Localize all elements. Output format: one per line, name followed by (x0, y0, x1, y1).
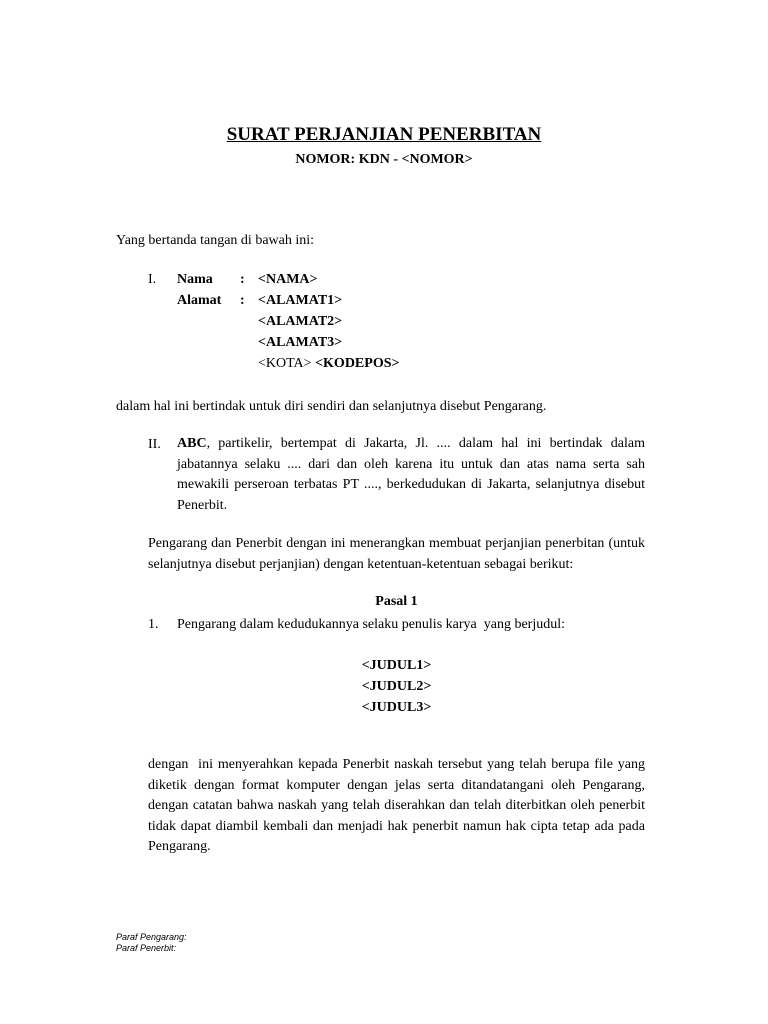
nama-value: <NAMA> (258, 272, 318, 287)
party1-number: I. (148, 272, 157, 287)
nama-label: Nama (177, 272, 213, 287)
nama-separator: : (240, 272, 245, 287)
judul3: <JUDUL3> (361, 700, 432, 715)
agreement-intro-paragraph: Pengarang dan Penerbit dengan ini menerangkan membuat perjanjian penerbitan (untuk selanjutnya disebut perjanjian) dengan ketentuan-ketentuan sebagai berikut: (148, 536, 645, 572)
party2-text: , partikelir, bertempat di Jakarta, Jl. .... dalam hal ini bertindak dalam jabatannya selaku .... dari dan oleh karena itu untuk dan atas nama serta sah mewakili perseroan terbatas PT ...., berkedudukan di Jakarta, selanjutnya disebut Penerbit. (177, 436, 645, 513)
judul2: <JUDUL2> (361, 679, 432, 694)
document-number: NOMOR: KDN - <NOMOR> (295, 152, 473, 167)
party2-name: ABC (177, 436, 207, 451)
alamat-separator: : (240, 293, 245, 308)
pasal-item-text: Pengarang dalam kedudukannya selaku penulis karya yang berjudul: (177, 617, 565, 632)
pasal-continuation-paragraph: dengan ini menyerahkan kepada Penerbit naskah tersebut yang telah berupa file yang diketik dengan format komputer dengan jelas serta ditandatangani oleh Pengarang, dengan catatan bahwa naskah yang telah diserahkan dan telah diterbitkan oleh penerbit tidak dapat diambil kembali dan menjadi hak penerbit namun hak cipta tetap ada pada Pengarang. (148, 757, 649, 854)
party2-paragraph (177, 434, 645, 516)
pasal-heading: Pasal 1 (375, 594, 418, 609)
alamat2-value: <ALAMAT2> (258, 314, 343, 329)
party1-details (177, 269, 399, 374)
party1-kota-row (177, 353, 399, 374)
kodepos-value: <KODEPOS> (315, 356, 400, 371)
party1-alamat3-row (177, 332, 399, 353)
judul-block (148, 655, 645, 718)
intro-text: Yang bertanda tangan di bawah ini: (116, 233, 315, 248)
party1-closing-text: dalam hal ini bertindak untuk diri sendiri dan selanjutnya disebut Pengarang. (116, 399, 547, 414)
pasal-item-number: 1. (148, 617, 159, 632)
judul1: <JUDUL1> (361, 658, 432, 673)
alamat-label: Alamat (177, 293, 222, 308)
party1-alamat2-row (177, 311, 399, 332)
party1-alamat-row (177, 290, 399, 311)
party2-number: II. (148, 437, 161, 452)
alamat3-value: <ALAMAT3> (258, 335, 343, 350)
paraf-penerbit: Paraf Penerbit: (116, 943, 177, 953)
document-title: SURAT PERJANJIAN PENERBITAN (226, 124, 542, 145)
footer-paraf (116, 932, 187, 954)
party1-nama-row (177, 269, 399, 290)
alamat1-value: <ALAMAT1> (258, 293, 343, 308)
kota-value: <KOTA> (258, 356, 312, 371)
paraf-pengarang: Paraf Pengarang: (116, 932, 187, 942)
